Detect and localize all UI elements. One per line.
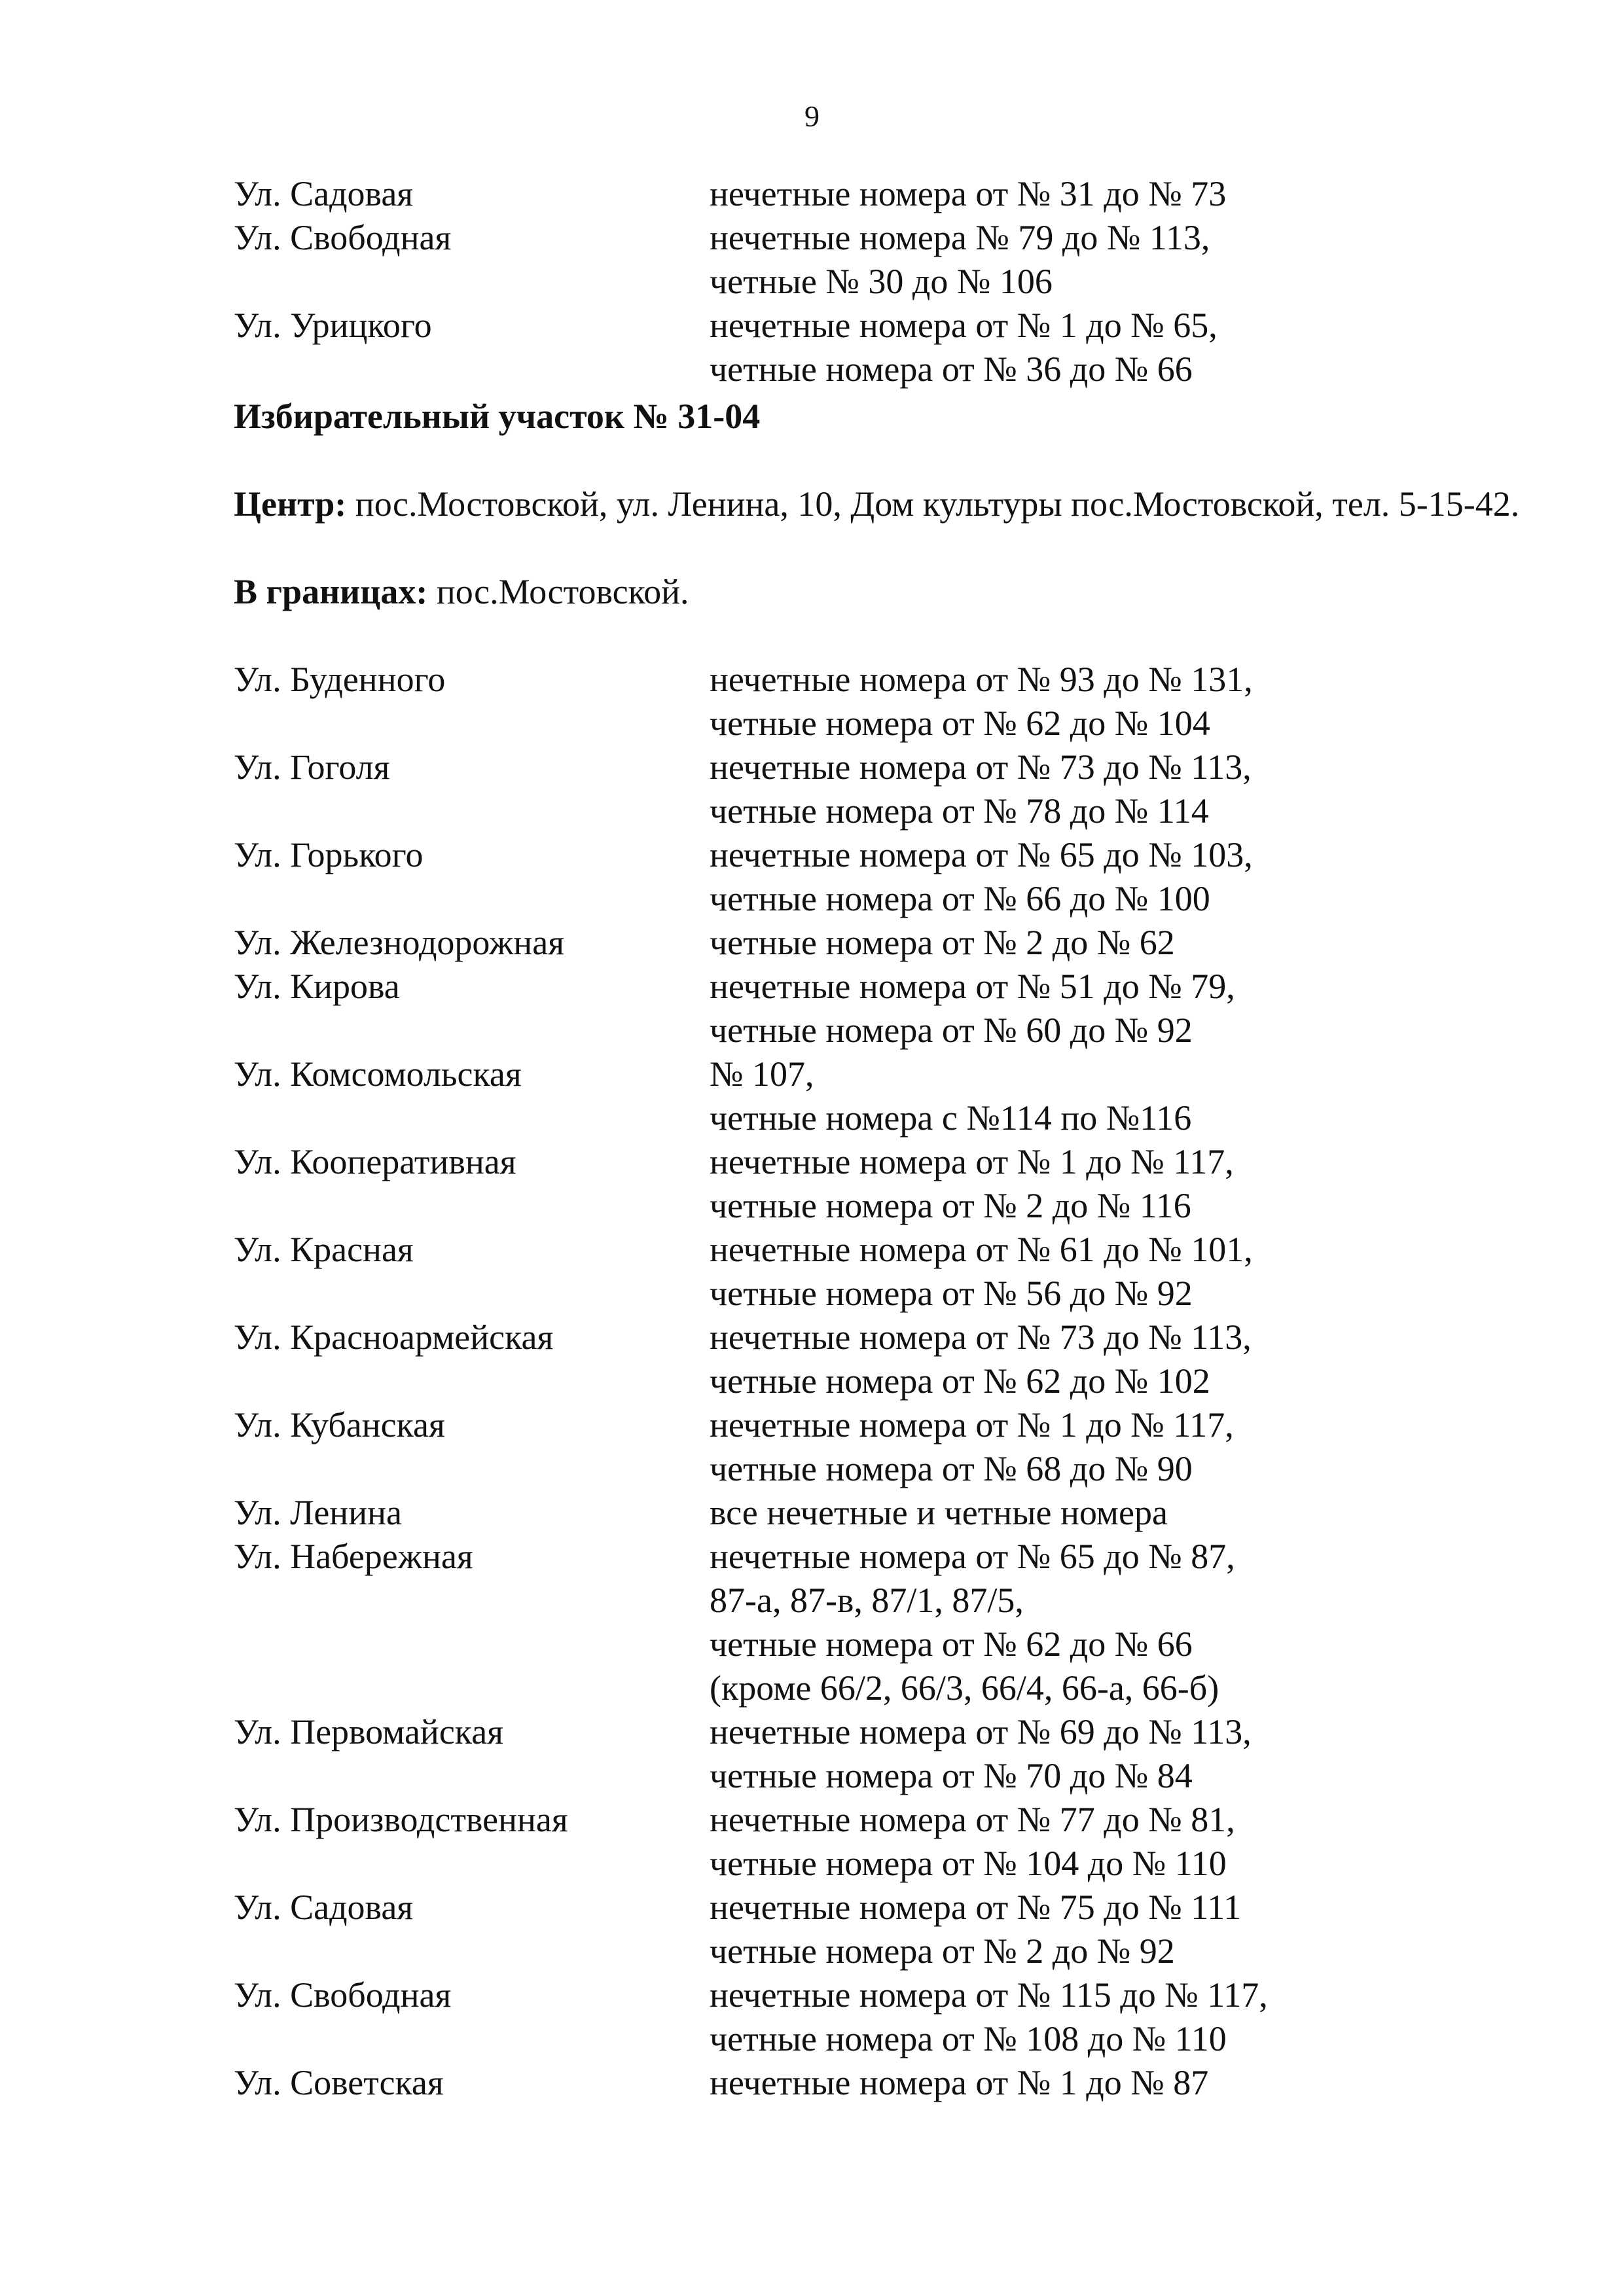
house-number-range: нечетные номера от № 93 до № 131, — [710, 660, 1253, 699]
street-name: Ул. Производственная — [234, 1800, 568, 1839]
house-number-ranges — [710, 1140, 1541, 1228]
street-row — [234, 1316, 1541, 1403]
house-number-range: нечетные номера от № 69 до № 113, — [710, 1712, 1252, 1751]
street-name: Ул. Садовая — [234, 174, 414, 213]
house-number-ranges — [710, 921, 1541, 965]
house-number-range: четные номера от № 62 до № 66 — [710, 1624, 1193, 1664]
street-name: Ул. Комсомольская — [234, 1054, 522, 1094]
street-row — [234, 1403, 1541, 1491]
house-number-ranges — [710, 1052, 1541, 1140]
house-number-ranges — [710, 1973, 1541, 2061]
house-number-range: нечетные номера от № 75 до № 111 — [710, 1888, 1242, 1927]
house-number-ranges — [710, 1316, 1541, 1403]
house-number-range: нечетные номера от № 1 до № 65, — [710, 306, 1218, 345]
street-name: Ул. Железнодорожная — [234, 923, 565, 962]
street-name: Ул. Гоголя — [234, 747, 390, 787]
house-number-range: нечетные номера от № 65 до № 87, — [710, 1537, 1235, 1576]
house-number-ranges — [710, 745, 1541, 833]
street-name: Ул. Садовая — [234, 1888, 414, 1927]
street-name: Ул. Ленина — [234, 1493, 402, 1532]
house-number-ranges — [710, 304, 1541, 391]
street-row — [234, 1886, 1541, 1973]
house-number-ranges — [710, 1798, 1541, 1886]
street-name: Ул. Кубанская — [234, 1405, 445, 1444]
street-row — [234, 1228, 1541, 1316]
street-name: Ул. Урицкого — [234, 306, 432, 345]
house-number-range: четные номера от № 60 до № 92 — [710, 1011, 1193, 1050]
house-number-ranges — [710, 1491, 1541, 1535]
house-number-range: четные номера от № 66 до № 100 — [710, 879, 1210, 918]
house-number-range: четные номера от № 2 до № 62 — [710, 923, 1175, 962]
house-number-range: нечетные номера от № 51 до № 79, — [710, 967, 1235, 1006]
house-number-range: (кроме 66/2, 66/3, 66/4, 66-а, 66-б) — [710, 1668, 1219, 1708]
street-name: Ул. Свободная — [234, 1975, 452, 2015]
house-number-range: четные номера от № 70 до № 84 — [710, 1756, 1193, 1795]
house-number-ranges — [710, 658, 1541, 745]
house-number-range: нечетные номера от № 77 до № 81, — [710, 1800, 1235, 1839]
house-number-range: нечетные номера от № 31 до № 73 — [710, 174, 1227, 213]
street-name: Ул. Свободная — [234, 218, 452, 257]
house-number-ranges — [710, 1886, 1541, 1973]
street-row — [234, 1535, 1541, 1710]
street-row — [234, 965, 1541, 1052]
street-name: Ул. Буденного — [234, 660, 446, 699]
house-number-ranges — [710, 833, 1541, 921]
house-number-ranges — [710, 965, 1541, 1052]
house-number-range: нечетные номера от № 1 до № 87 — [710, 2063, 1209, 2102]
street-row — [234, 745, 1541, 833]
house-number-ranges — [710, 1403, 1541, 1491]
house-number-range: нечетные номера от № 61 до № 101, — [710, 1230, 1253, 1269]
street-row — [234, 1491, 1541, 1535]
house-number-ranges — [710, 216, 1541, 304]
street-name: Ул. Кооперативная — [234, 1142, 516, 1181]
street-row — [234, 921, 1541, 965]
street-row — [234, 1798, 1541, 1886]
street-name: Ул. Красная — [234, 1230, 414, 1269]
street-list-main — [234, 658, 1541, 2105]
center-label: Центр: — [234, 484, 347, 524]
house-number-range: нечетные номера от № 65 до № 103, — [710, 835, 1253, 874]
street-name: Ул. Красноармейская — [234, 1318, 554, 1357]
house-number-ranges — [710, 172, 1541, 216]
house-number-ranges — [710, 2061, 1541, 2105]
street-row — [234, 2061, 1541, 2105]
house-number-range: четные номера от № 68 до № 90 — [710, 1449, 1193, 1488]
street-list-top — [234, 172, 1541, 391]
house-number-range: четные номера от № 62 до № 102 — [710, 1361, 1210, 1401]
house-number-range: четные номера от № 36 до № 66 — [710, 350, 1193, 389]
house-number-range: нечетные номера от № 115 до № 117, — [710, 1975, 1268, 2015]
street-row — [234, 304, 1541, 391]
bounds-label: В границах: — [234, 572, 428, 611]
page-number: 9 — [804, 99, 820, 133]
street-row — [234, 658, 1541, 745]
house-number-range: все нечетные и четные номера — [710, 1493, 1168, 1532]
house-number-range: нечетные номера от № 73 до № 113, — [710, 1318, 1252, 1357]
house-number-range: нечетные номера от № 1 до № 117, — [710, 1142, 1234, 1181]
house-number-range: нечетные номера от № 73 до № 113, — [710, 747, 1252, 787]
house-number-range: четные № 30 до № 106 — [710, 262, 1053, 301]
street-name: Ул. Горького — [234, 835, 424, 874]
street-name: Ул. Первомайская — [234, 1712, 504, 1751]
center-paragraph — [234, 482, 1541, 526]
house-number-range: нечетные номера от № 1 до № 117, — [710, 1405, 1234, 1444]
house-number-range: четные номера от № 2 до № 116 — [710, 1186, 1191, 1225]
street-row — [234, 216, 1541, 304]
street-name: Ул. Кирова — [234, 967, 400, 1006]
street-row — [234, 1973, 1541, 2061]
house-number-ranges — [710, 1535, 1541, 1710]
house-number-range: четные номера от № 104 до № 110 — [710, 1844, 1227, 1883]
house-number-range: нечетные номера № 79 до № 113, — [710, 218, 1210, 257]
house-number-range: четные номера от № 2 до № 92 — [710, 1931, 1175, 1971]
house-number-ranges — [710, 1228, 1541, 1316]
street-row — [234, 833, 1541, 921]
street-row — [234, 1710, 1541, 1798]
house-number-range: четные номера от № 56 до № 92 — [710, 1274, 1193, 1313]
bounds-text: пос.Мостовской. — [427, 572, 689, 611]
street-name: Ул. Набережная — [234, 1537, 473, 1576]
house-number-range: четные номера с №114 по №116 — [710, 1098, 1192, 1138]
house-number-ranges — [710, 1710, 1541, 1798]
bounds-paragraph — [234, 570, 1541, 614]
section-title: Избирательный участок № 31-04 — [234, 397, 761, 436]
street-name: Ул. Советская — [234, 2063, 444, 2102]
street-row — [234, 1140, 1541, 1228]
street-row — [234, 1052, 1541, 1140]
house-number-range: № 107, — [710, 1054, 814, 1094]
house-number-range: четные номера от № 108 до № 110 — [710, 2019, 1227, 2058]
house-number-range: четные номера от № 62 до № 104 — [710, 704, 1210, 743]
house-number-range: четные номера от № 78 до № 114 — [710, 791, 1209, 831]
center-text: пос.Мостовской, ул. Ленина, 10, Дом культуры пос.Мостовской, тел. 5-15-42. — [346, 484, 1520, 524]
street-row — [234, 172, 1541, 216]
house-number-range: 87-а, 87-в, 87/1, 87/5, — [710, 1581, 1024, 1620]
